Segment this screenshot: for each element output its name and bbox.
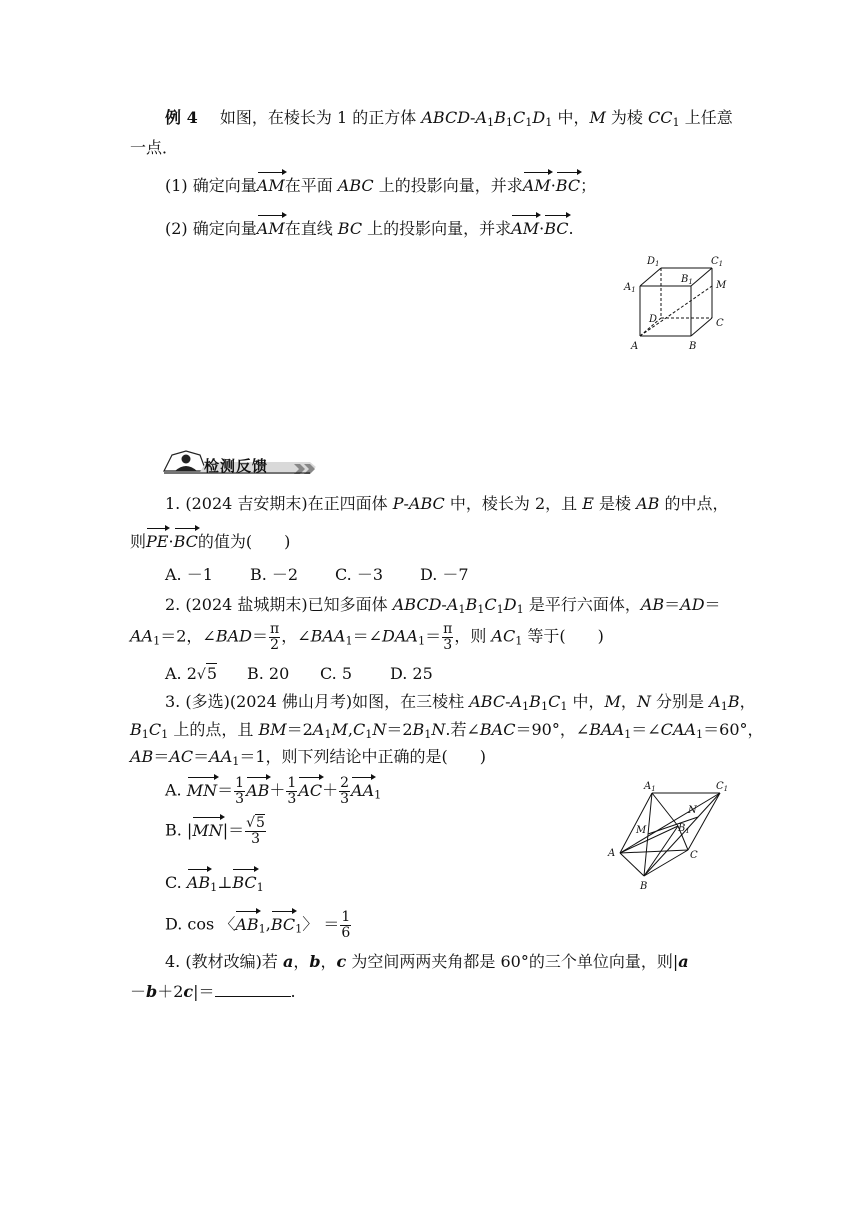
prism-label-a: A — [608, 848, 616, 859]
q3-option-d[interactable]: D. cos 〈$AB_1,BC_1$〉 ＝ $\frac{1}{6}$ — [165, 909, 351, 941]
example-label: 例 4 — [165, 108, 198, 127]
q3-option-b[interactable]: B. |MN|＝ $\frac{√5}{3}$ — [165, 815, 265, 847]
example-4-line-1: 例 4 如图，在棱长为 1 的正方体 ABCD-$A_1B_1C_1D_1$ 中，M 为棱 $CC_1$ 上任意 — [165, 108, 733, 129]
section-header-banner — [160, 445, 320, 479]
q3-line-1: 3. (多选)(2024 佛山月考)如图，在三棱柱 ABC-$A_1B_1C_1$ 中，M，N 分别是 $A_1B$， — [165, 692, 756, 713]
cube-label-a1: $A_1$ — [624, 282, 636, 294]
q2-option-b[interactable]: B. 20 — [247, 664, 290, 683]
cube-label-d: D — [649, 314, 658, 325]
prism-label-n: N — [688, 805, 697, 816]
cube-figure — [615, 248, 745, 358]
example-4-question-2: (2) 确定向量AM在直线 BC 上的投影向量，并求AM·BC. — [165, 217, 574, 241]
example-4-line-2: 一点． — [130, 138, 179, 157]
q3-line-2: $B_1C_1$ 上的点，且 $BM=2A_1M,C_1N=2B_1N$.若∠BAC＝90°，$\angle BAA_1=\angle CAA_1=60^\circ$， — [130, 720, 764, 741]
prism-label-a1: $A_1$ — [644, 781, 656, 793]
q2-option-d[interactable]: D. 25 — [390, 664, 433, 683]
q1-option-b[interactable]: B. －2 — [250, 565, 299, 584]
q1-options — [165, 563, 469, 587]
q3-option-a[interactable]: A. MN＝ $\frac{1}{3}$ AB＋ $\frac{1}{3}$ AC＋ $\frac{2}{3}$ $AA_1$ — [165, 775, 382, 807]
q3-line-3: $AB=AC=AA_1=1$，则下列结论中正确的是( ) — [130, 747, 487, 768]
q4-line-1: 4. (教材改编)若 a，b，c 为空间两两夹角都是 60°的三个单位向量，则|a — [165, 952, 689, 971]
prism-label-c: C — [690, 850, 698, 861]
q2-line-1: 2. (2024 盐城期末)已知多面体 ABCD-$A_1B_1C_1D_1$ 是平行六面体，AB＝AD＝ — [165, 595, 721, 616]
q3-option-c[interactable]: C. $AB_1\perp BC_1$ — [165, 873, 264, 894]
cube-label-b: B — [689, 341, 697, 352]
cube-label-c1: $C_1$ — [711, 256, 724, 268]
q1-option-c[interactable]: C. －3 — [335, 565, 384, 584]
q2-option-a[interactable]: A. 2√5 — [165, 664, 218, 683]
q2-option-c[interactable]: C. 5 — [320, 664, 353, 683]
prism-label-b1: $B_1$ — [678, 823, 690, 835]
q1-option-d[interactable]: D. －7 — [420, 565, 469, 584]
prism-label-c1: $C_1$ — [716, 781, 729, 793]
cube-label-a: A — [631, 341, 639, 352]
section-title: 检测反馈 — [204, 457, 269, 475]
q2-options — [165, 662, 433, 686]
fraction-pi-over-2: $\frac{\pi}{2}$ — [269, 621, 280, 653]
cube-label-c: C — [716, 318, 724, 329]
answer-blank[interactable] — [215, 982, 291, 997]
cube-label-m: M — [716, 280, 727, 291]
example-4-question-1: (1) 确定向量AM在平面 ABC 上的投影向量，并求AM·BC； — [165, 174, 596, 198]
q1-line-1: 1. (2024 吉安期末)在正四面体 P-ABC 中，棱长为 2，且 E 是棱 AB 的中点， — [165, 494, 729, 513]
cube-label-d1: $D_1$ — [647, 256, 660, 268]
q2-line-2: $AA_1=2$，∠BAD＝ $\frac{\pi}{2}$ ，$\angle BAA_1=\angle DAA_1=$ $\frac{\pi}{3}$ ，则 $AC_1$ 等于( ) — [130, 621, 604, 653]
prism-figure — [600, 778, 750, 893]
fraction-pi-over-3: $\frac{\pi}{3}$ — [443, 621, 453, 653]
cube-label-b1: $B_1$ — [681, 274, 693, 286]
prism-label-m: M — [636, 825, 647, 836]
q1-option-a[interactable]: A. －1 — [165, 565, 213, 584]
q4-line-2: －b＋2c|＝ . — [130, 982, 296, 1001]
prism-label-b: B — [640, 881, 648, 892]
q1-line-2: 则PE·BC的值为( ) — [130, 530, 290, 554]
